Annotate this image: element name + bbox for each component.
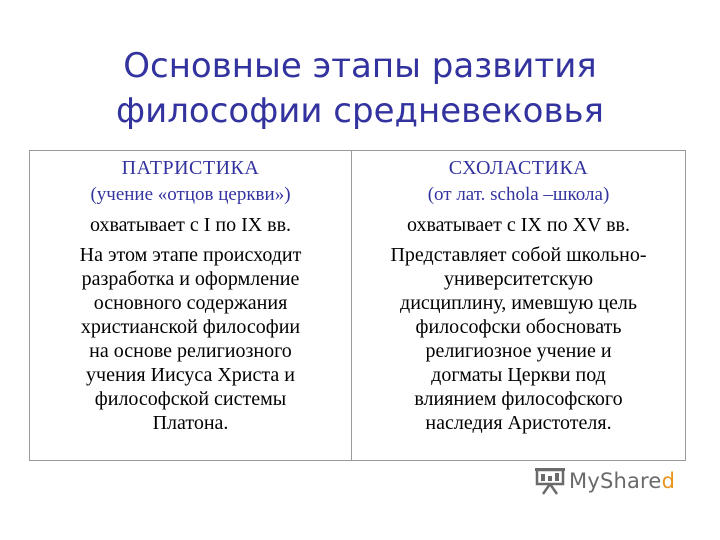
scholasticism-description-line: философски обосновать <box>415 316 622 338</box>
scholasticism-subheading: (от лат. schola –школа) <box>427 184 610 205</box>
patristics-description-line: На этом этапе происходит <box>79 244 302 266</box>
patristics-period: охватывает с I по IX вв. <box>89 214 292 236</box>
slide-title <box>0 44 720 134</box>
slide-title-line-1: Основные этапы развития <box>123 46 597 86</box>
comparison-table <box>29 150 686 461</box>
patristics-description-line: христианской философии <box>80 316 301 338</box>
scholasticism-description-line: догматы Церкви под <box>431 364 606 386</box>
scholasticism-description <box>352 243 685 435</box>
patristics-description-line: Платона. <box>152 412 229 434</box>
scholasticism-description-line: университетскую <box>443 268 594 290</box>
logo-text-main: MyShare <box>569 469 662 493</box>
slide-title-line-2: философии средневековья <box>116 91 604 131</box>
logo-text-accent: d <box>661 469 676 493</box>
scholasticism-column <box>352 151 685 460</box>
patristics-column <box>30 151 352 460</box>
presentation-board-icon <box>535 467 565 495</box>
patristics-description-line: учения Иисуса Христа и <box>86 364 295 386</box>
scholasticism-description-line: дисциплину, имевшую цель <box>400 292 637 314</box>
patristics-subheading: (учение «отцов церкви») <box>90 184 291 205</box>
patristics-description-line: основного содержания <box>93 292 288 314</box>
myshared-logo[interactable] <box>535 466 675 496</box>
patristics-description-line: на основе религиозного <box>89 340 292 362</box>
patristics-description <box>30 243 351 435</box>
scholasticism-heading: СХОЛАСТИКА <box>448 157 589 179</box>
scholasticism-description-line: влиянием философского <box>414 388 623 410</box>
scholasticism-description-line: наследия Аристотеля. <box>425 412 612 434</box>
scholasticism-period: охватывает с IX по XV вв. <box>407 214 630 236</box>
scholasticism-description-line: религиозное учение и <box>425 340 612 362</box>
patristics-description-line: философской системы <box>94 388 287 410</box>
scholasticism-description-line: Представляет собой школьно- <box>390 244 647 266</box>
logo-text <box>569 469 675 493</box>
patristics-description-line: разработка и оформление <box>81 268 300 290</box>
patristics-heading: ПАТРИСТИКА <box>121 157 260 179</box>
